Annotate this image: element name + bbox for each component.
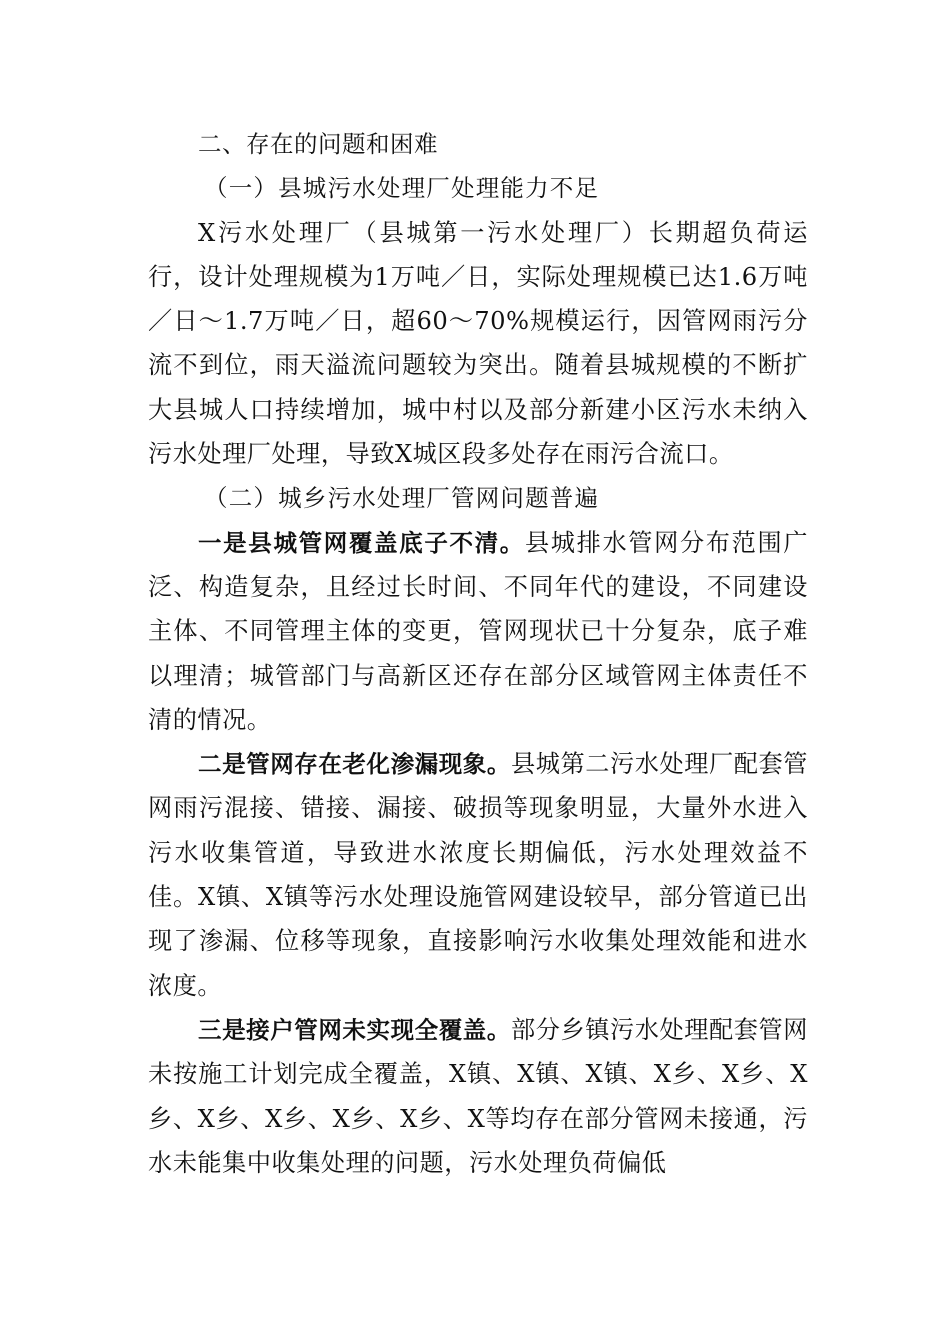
paragraph-item-2 bbox=[148, 742, 808, 1008]
subsection-heading-2: （二）城乡污水处理厂管网问题普遍 bbox=[204, 484, 600, 513]
subsection-heading-1: （一）县城污水处理厂处理能力不足 bbox=[204, 174, 600, 203]
item-3-lead: 三是接户管网未实现全覆盖。 bbox=[198, 1015, 511, 1044]
item-2-lead: 二是管网存在老化渗漏现象。 bbox=[198, 750, 511, 779]
item-1-text: 县城排水管网分布范围广泛、构造复杂，且经过长时间、不同年代的建设，不同建设主体、不同管理主体的变更，管网现状已十分复杂，底子难以理清；城管部门与高新区还存在部分区域管网主体责任不清的情况。 bbox=[148, 528, 808, 734]
section-heading: 二、存在的问题和困难 bbox=[198, 130, 438, 158]
paragraph-treatment-capacity: X污水处理厂（县城第一污水处理厂）长期超负荷运行，设计处理规模为1万吨／日，实际处理规模已达1.6万吨／日～1.7万吨／日，超60～70%规模运行，因管网雨污分流不到位，雨天溢流问题较为突出。随着县城规模的不断扩大县城人口持续增加，城中村以及部分新建小区污水未纳入污水处理厂处理，导致X城区段多处存在雨污合流口。 bbox=[148, 218, 808, 469]
item-1-lead: 一是县城管网覆盖底子不清。 bbox=[198, 528, 525, 557]
document-body bbox=[148, 122, 808, 1185]
item-3-text: 部分乡镇污水处理配套管网未按施工计划完成全覆盖，X镇、X镇、X镇、X乡、X乡、X乡、X乡、X乡、X乡、X乡、X等均存在部分管网未接通，污水未能集中收集处理的问题，污水处理负荷偏低 bbox=[148, 1015, 808, 1177]
paragraph-item-1 bbox=[148, 521, 808, 742]
paragraph-item-3 bbox=[148, 1008, 808, 1185]
item-2-text: 县城第二污水处理厂配套管网雨污混接、错接、漏接、破损等现象明显，大量外水进入污水收集管道，导致进水浓度长期偏低，污水处理效益不佳。X镇、X镇等污水处理设施管网建设较早，部分管道已出现了渗漏、位移等现象，直接影响污水收集处理效能和进水浓度。 bbox=[148, 750, 808, 1000]
